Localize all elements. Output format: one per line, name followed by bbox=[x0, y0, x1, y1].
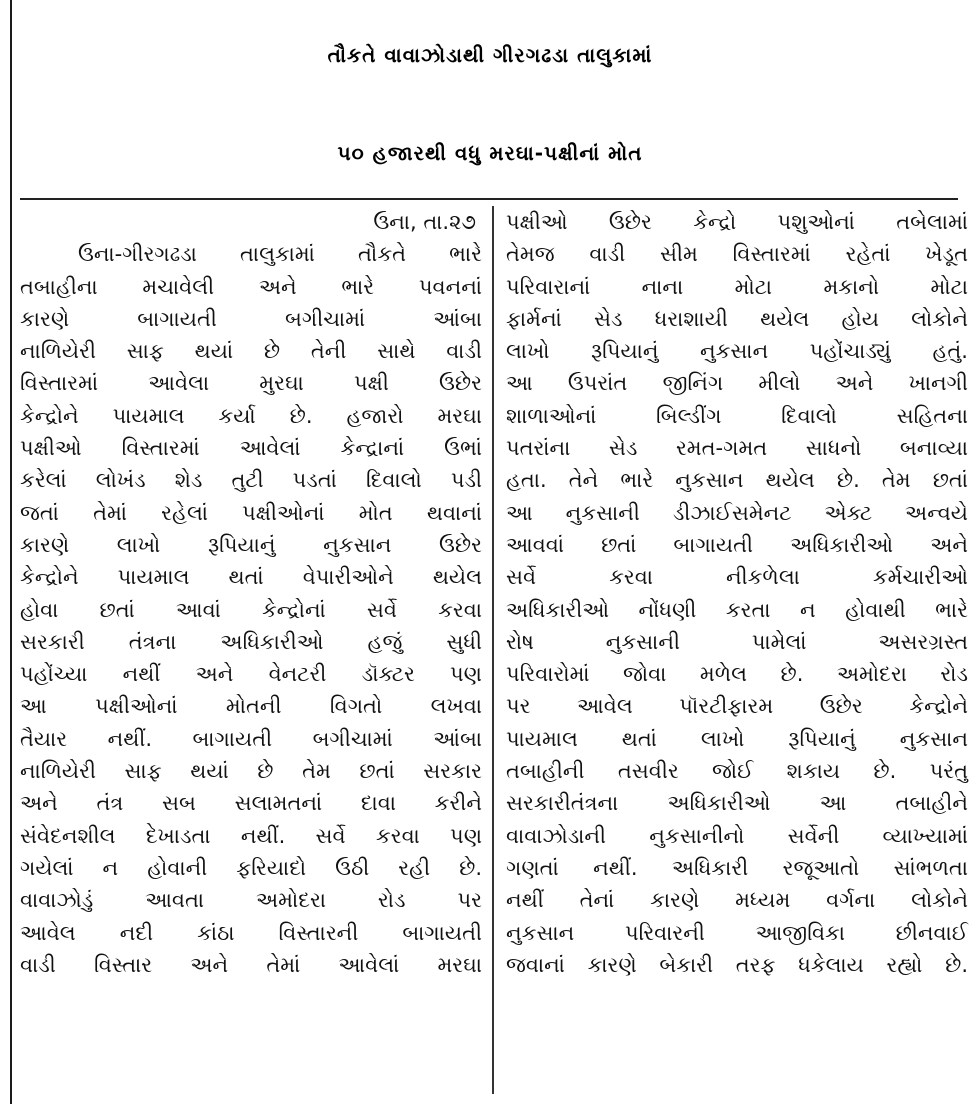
text-line: પરિવારાનાં નાના મોટા મકાનો મોટા bbox=[506, 274, 968, 299]
text-line: હતા. તેને ભારે નુકસાન થયેલ છે. તેમ છતાં bbox=[506, 468, 968, 493]
text-line: તબાહીના મચાવેલી અને ભારે પવનનાં bbox=[20, 274, 482, 299]
dateline: ઉના, તા.૨૭ bbox=[373, 210, 476, 234]
headline-line-2: ૫૦ હજારથી વધુ મરઘા-પક્ષીનાં મોત bbox=[337, 141, 643, 165]
text-line: ગયેલાં ન હોવાની ફરિયાદો ઉઠી રહી છે. bbox=[20, 855, 482, 880]
text-line: કારણે લાખો રૂપિયાનું નુકસાન ઉછેર bbox=[20, 532, 482, 557]
text-line: જતાં તેમાં રહેલાં પક્ષીઓનાં મોત થવાનાં bbox=[20, 500, 482, 525]
column-divider bbox=[492, 206, 494, 1094]
text-line: જવાનાં કારણે બેકારી તરફ ધકેલાય રહ્યો છે. bbox=[506, 952, 968, 977]
text-line: આ પક્ષીઓનાં મોતની વિગતો લખવા bbox=[20, 694, 482, 719]
text-line: અને તંત્ર સબ સલામતનાં દાવા કરીને bbox=[20, 791, 482, 816]
text-line: નથીં તેનાં કારણે મધ્યમ વર્ગના લોકોને bbox=[506, 888, 968, 913]
text-line: કારણે બાગાયતી બગીચામાં આંબા bbox=[20, 306, 482, 331]
text-line: સર્વે કરવા નીકળેલા કર્મચારીઓ bbox=[506, 565, 968, 590]
headline bbox=[20, 6, 960, 202]
text-line: કેન્દ્રોને પાયમાલ થતાં વેપારીઓને થયેલ bbox=[20, 565, 482, 590]
text-line: પાયમાલ થતાં લાખો રૂપિયાનું નુકસાન bbox=[506, 726, 968, 751]
text-line: વિસ્તારમાં આવેલા મુરઘા પક્ષી ઉછેર bbox=[20, 371, 482, 396]
text-line: નુકસાન પરિવારની આજીવિકા છીનવાઈ bbox=[506, 920, 968, 945]
text-line: આવવાં છતાં બાગાયતી અધિકારીઓ અને bbox=[506, 532, 968, 557]
text-line: રોષ નુકસાની પામેલાં અસરગ્રસ્ત bbox=[506, 629, 968, 654]
text-line: વાવાઝોડાની નુકસાનીનો સર્વેની વ્યાખ્યામાં bbox=[506, 823, 968, 848]
text-line: તૈયાર નથીં. બાગાયતી બગીચામાં આંબા bbox=[20, 726, 482, 751]
text-line: આવેલ નદી કાંઠા વિસ્તારની બાગાયતી bbox=[20, 920, 482, 945]
text-line: પરિવારોમાં જોવા મળેલ છે. અમોદરા રોડ bbox=[506, 662, 968, 687]
text-line: નાળિયેરી સાફ થયાં છે તેમ છતાં સરકાર bbox=[20, 759, 482, 784]
text-line: હોવા છતાં આવાં કેન્દ્રોનાં સર્વે કરવા bbox=[20, 597, 482, 622]
text-line: વાવાઝોડું આવતા અમોદરા રોડ પર bbox=[20, 888, 482, 913]
text-line: નાળિયેરી સાફ થયાં છે તેની સાથે વાડી bbox=[20, 339, 482, 364]
article-column-left bbox=[20, 206, 482, 981]
text-line: ગણતાં નથીં. અધિકારી રજૂઆતો સાંભળતા bbox=[506, 855, 968, 880]
text-line: તબાહીની તસવીર જોઈ શકાય છે. પરંતુ bbox=[506, 759, 968, 784]
text-line: કેન્દ્રોને પાયમાલ કર્યા છે. હજારો મરઘા bbox=[20, 403, 482, 428]
headline-rule bbox=[20, 198, 958, 200]
text-line: અધિકારીઓ નોંધણી કરતા ન હોવાથી ભારે bbox=[506, 597, 968, 622]
headline-line-1: તૌકતે વાવાઝોડાથી ગીરગઢડા તાલુકામાં bbox=[327, 43, 653, 67]
text-line: પર આવેલ પૉરટીફારમ ઉછેર કેન્દ્રોને bbox=[506, 694, 968, 719]
text-line: પક્ષીઓ વિસ્તારમાં આવેલાં કેન્દ્રાનાં ઉભાં bbox=[20, 436, 482, 461]
text-line: સરકારીતંત્રના અધિકારીઓ આ તબાહીને bbox=[506, 791, 968, 816]
text-line: પહોંચ્યા નથીં અને વેનટરી ડૉક્ટર પણ bbox=[20, 662, 482, 687]
text-line: ઉના-ગીરગઢડા તાલુકામાં તૌકતે ભારે bbox=[78, 242, 482, 267]
column-border-left bbox=[10, 0, 12, 1104]
text-line: સંવેદનશીલ દેખાડતા નથીં. સર્વે કરવા પણ bbox=[20, 823, 482, 848]
text-line: પતરાંના સેડ રમત-ગમત સાધનો બનાવ્યા bbox=[506, 436, 968, 461]
text-line: આ નુકસાની ડીઝાઈસમેનટ એક્ટ અન્વયે bbox=[506, 500, 968, 525]
article-column-right bbox=[506, 206, 968, 981]
text-line: ફાર્મનાં સેડ ધરાશાયી થયેલ હોય લોકોને bbox=[506, 306, 968, 331]
text-line: સરકારી તંત્રના અધિકારીઓ હજું સુધી bbox=[20, 629, 482, 654]
text-line: કરેલાં લોખંડ શેડ તુટી પડતાં દિવાલો પડી bbox=[20, 468, 482, 493]
text-line: પક્ષીઓ ઉછેર કેન્દ્રો પશુઓનાં તબેલામાં bbox=[506, 210, 968, 234]
text-line: લાખો રૂપિયાનું નુકસાન પહોંચાડ્યું હતું. bbox=[506, 339, 968, 364]
text-line: તેમજ વાડી સીમ વિસ્તારમાં રહેતાં ખેડૂત bbox=[506, 242, 968, 267]
text-line: વાડી વિસ્તાર અને તેમાં આવેલાં મરઘા bbox=[20, 952, 482, 977]
text-line: આ ઉપરાંત જીનિંગ મીલો અને ખાનગી bbox=[506, 371, 968, 396]
text-line: શાળાઓનાં બિલ્ડીંગ દિવાલો સહિતના bbox=[506, 403, 968, 428]
